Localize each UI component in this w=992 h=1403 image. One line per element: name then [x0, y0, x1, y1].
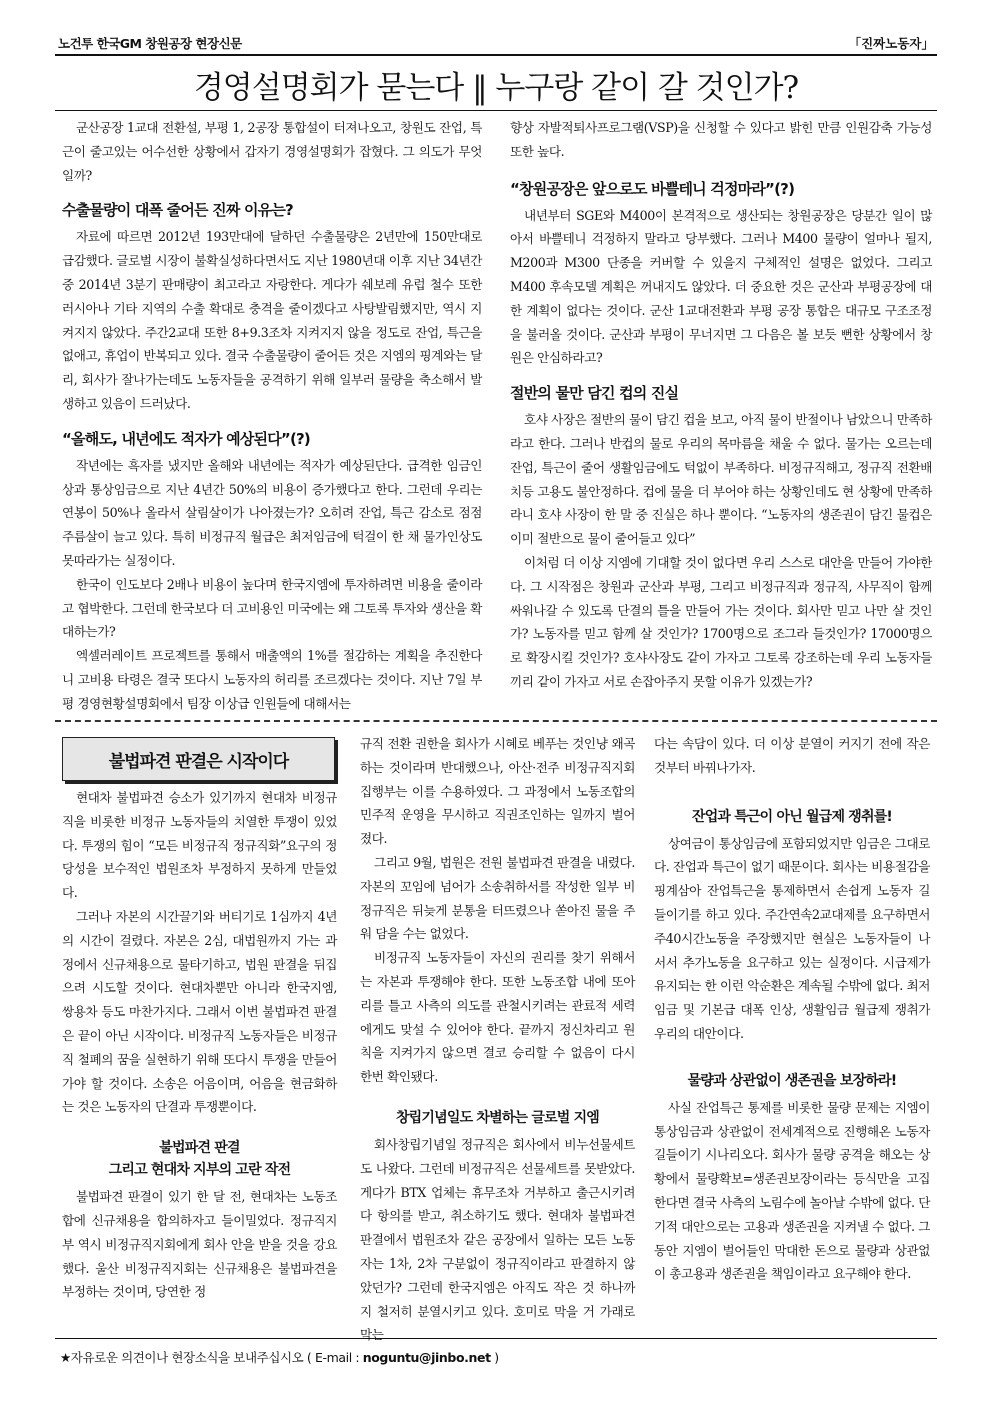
article-column-5: [654, 732, 930, 1286]
paragraph: 그러나 자본의 시간끌기와 버티기로 1심까지 4년의 시간이 걸렸다. 자본은 2심, 대법원까지 가는 과정에서 신규채용으로 물타기하고, 법원 판결을 뒤집으려 시도할 것이다. 현대차뿐만 아니라 한국지엠, 쌍용차 등도 마찬가지다. 그래서 이번 불법파견 판결은 끝이 아닌 시작이다. 비정규직 노동자들은 비정규직 철폐의 꿈을 실현하기 위해 또다시 투쟁을 만들어가야 할 것이다. 소송은 어음이며, 어음을 현금화하는 것은 노동자의 단결과 투쟁뿐이다.: [62, 908, 337, 1115]
paragraph: 불법파견 판결이 있기 한 달 전, 현대차는 노동조합에 신규채용을 합의하자고 들이밀었다. 정규직지부 역시 비정규직지회에게 회사 안을 받을 것을 강요했다. 울산 비정규직지회는 신규채용은 불법파견을 부정하는 것이며, 당연한 정: [62, 1189, 337, 1300]
footer-close: ): [490, 1350, 499, 1365]
paragraph: 한국이 인도보다 2배나 비용이 높다며 한국지엠에 투자하려면 비용을 줄이라고 협박한다. 그런데 한국보다 더 고비용인 미국에는 왜 그토록 투자와 생산을 확대하는가?: [62, 576, 482, 640]
paragraph-continued: 다는 속담이 있다. 더 이상 분열이 커지기 전에 작은 것부터 바꿔나가자.: [654, 736, 930, 775]
paragraph: 사실 잔업특근 통제를 비롯한 물량 문제는 지엠이 통상임금과 상관없이 전세계적으로 진행해온 노동자 길들이기 시나리오다. 회사가 물량 공격을 해오는 상황에서 물량확보=생존권보장이라는 등식만을 고집한다면 결국 사측의 노림수에 놀아날 수밖에 없다. 단기적 대안으로는 고용과 생존권을 지켜낼 수 없다. 그동안 지엠이 벌어들인 막대한 돈으로 물량과 상관없이 총고용과 생존권을 책임이라고 요구해야 한다.: [654, 1099, 930, 1282]
paragraph: 호샤 사장은 절반의 물이 담긴 컵을 보고, 아직 물이 반절이나 남았으니 만족하라고 한다. 그러나 반컵의 물로 우리의 목마름을 채울 수 없다. 물가는 오르는데 잔업, 특근이 줄어 생활임금에도 턱없이 부족하다. 비정규직해고, 정규직 전환배치등 고용도 불안정하다. 컵에 물을 더 부어야 하는 상황인데도 현 상황에 만족하라니 호샤 사장이 한 말 중 진실은 하나 뿐이다. “노동자의 생존권이 담긴 물컵은 이미 절반으로 물이 줄어들고 있다”: [510, 412, 932, 547]
section-heading: 물량과 상관없이 생존권을 보장하라!: [687, 1072, 897, 1089]
footer-email-link[interactable]: noguntu@jinbo.net: [362, 1350, 491, 1365]
paragraph: 자료에 따르면 2012년 193만대에 달하던 수출물량은 2년만에 150만대로 급감했다. 글로벌 시장이 불확실성하다면서도 지난 1980년대 이후 지난 34년간 중 2014년 3분기 판매량이 최고라고 자랑한다. 게다가 쉐보레 유럽 철수 또한 러시아나 기타 지역의 수출 확대로 충격을 줄이겠다고 사탕발림했지만, 역시 지켜지지 않았다. 주간2교대 또한 8+9.3조차 지켜지지 않을 정도로 잔업, 특근을 없애고, 휴업이 반복되고 있다. 결국 수출물량이 줄어든 것은 지엠의 핑계와는 달리, 회사가 잘나가는데도 노동자들을 공격하기 위해 일부러 물량을 축소해서 발생하고 있음이 드러났다.: [62, 229, 482, 411]
paragraph: 상여금이 통상임금에 포함되었지만 임금은 그대로다. 잔업과 특근이 없기 때문이다. 회사는 비용절감을 핑계삼아 잔업특근을 통제하면서 손쉽게 노동자 길들이기를 하고 있다. 주간연속2교대제를 요구하면서 주40시간노동을 주장했지만 현실은 노동자들이 나서서 추가노동을 요구하고 있는 실정이다. 시급제가 유지되는 한 이런 악순환은 계속될 수밖에 없다. 최저임금 및 기본급 대폭 인상, 생활임금 월급제 쟁취가 우리의 대안이다.: [654, 835, 930, 1041]
section-divider: [55, 720, 937, 722]
paragraph: 엑셀러레이트 프로젝트를 통해서 매출액의 1%를 절감하는 계획을 추진한다니 고비용 타령은 결국 또다시 노동자의 허리를 조르겠다는 것이다. 지난 7일 부평 경영현황설명회에서 팀장 이상급 인원들에 대해서는: [62, 648, 482, 711]
paragraph-continued: 규직 전환 권한을 회사가 시혜로 베푸는 것인냥 왜곡하는 것이라며 반대했으나, 아산·전주 비정규직지회 집행부는 이를 수용하였다. 그 과정에서 노동조합의 민주적 운영을 무시하고 직권조인하는 일까지 벌어졌다.: [360, 736, 635, 847]
masthead-title: 「진짜노동자」: [848, 36, 934, 51]
masthead-publication: 노건투 한국GM 창원공장 현장신문: [58, 36, 242, 51]
paragraph: 내년부터 SGE와 M400이 본격적으로 생산되는 창원공장은 당분간 일이 많아서 바쁠테니 걱정하지 말라고 당부했다. 그러나 M400 물량이 얼마나 될지, M200과 M300 단종을 커버할 수 있을지 구체적인 설명은 없었다. 그리고 M400 후속모델 계획은 꺼내지도 않았다. 더 중요한 것은 군산과 부평공장에 대한 계획이 없다는 것이다. 군산 1교대전환과 부평 공장 통합은 대규모 구조조정을 불러올 것이다. 군산과 부평이 무너지면 그 다음은 볼 보듯 뻔한 상황에서 창원은 안심하라고?: [510, 207, 932, 366]
paragraph: 현대차 불법파견 승소가 있기까지 현대차 비정규직을 비롯한 비정규 노동자들의 치열한 투쟁이 있었다. 투쟁의 힘이 “모든 비정규직 정규직화”요구의 정당성을 보수적인 법원조차 부정하지 못하게 만들었다.: [62, 790, 337, 901]
section-heading: 그리고 현대차 지부의 고란 작전: [108, 1162, 291, 1179]
page-headline: 경영설명회가 묻는다 ‖ 누구랑 같이 갈 것인가?: [193, 70, 799, 106]
paragraph: 회사창립기념일 정규직은 회사에서 비누선물세트도 나왔다. 그런데 비정규직은 선물세트를 못받았다. 게다가 BTX 업체는 휴무조차 거부하고 출근시키려다 항의를 받고, 취소하기도 했다. 현대차 불법파견 판결에서 법원조차 같은 공장에서 일하는 모든 노동자는 1차, 2차 구분없이 정규직이라고 판결하지 않았던가? 그런데 한국지엠은 아직도 작은 것 하나까지 철저히 분열시키고 있다. 호미로 막을 거 가래로 막는: [360, 1136, 635, 1343]
article-column-1: [62, 116, 482, 716]
top-rule: [55, 54, 937, 56]
footer: [60, 1348, 499, 1366]
footer-text: ★자유로운 의견이나 현장소식을 보내주십시오 ( E-mail :: [60, 1350, 363, 1365]
paragraph-continued: 향상 자발적퇴사프로그램(VSP)을 신청할 수 있다고 밝힌 만큼 인원감축 가능성 또한 높다.: [510, 120, 932, 159]
intro-paragraph: 군산공장 1교대 전환설, 부평 1, 2공장 통합설이 터져나오고, 창원도 잔업, 특근이 줄고있는 어수선한 상황에서 갑자기 경영설명회가 잡혔다. 그 의도가 무엇일까?: [62, 120, 482, 183]
section-heading: 잔업과 특근이 아닌 월급제 쟁취를!: [691, 808, 893, 825]
section-heading: 절반의 물만 담긴 컵의 진실: [510, 384, 679, 403]
paragraph: 이처럼 더 이상 지엠에 기대할 것이 없다면 우리 스스로 대안을 만들어 가야한다. 그 시작점은 창원과 군산과 부평, 그리고 비정규직과 정규직, 사무직이 함께 싸워나갈 수 있도록 단결의 틀을 만들어 가는 것이다. 회사만 믿고 나만 살 것인가? 노동자를 믿고 함께 살 것인가? 1700명으로 조그라 들것인가? 17000명으로 확장시킬 것인가? 호샤사장도 같이 가자고 그토록 강조하는데 우리 노동자들끼리 같이 가자고 서로 손잡아주지 못할 이유가 있겠는가?: [510, 554, 932, 689]
article-column-2: [510, 116, 932, 694]
headline-rule: [55, 110, 937, 111]
section-heading: “올해도, 내년에도 적자가 예상된다”(?): [62, 429, 310, 448]
section-heading: “창원공장은 앞으로도 바쁠테니 걱정마라”(?): [510, 179, 795, 198]
paragraph: 비정규직 노동자들이 자신의 권리를 찾기 위해서는 자본과 투쟁해야 한다. 또한 노동조합 내에 또아리를 틀고 사측의 의도를 관철시키려는 관료적 세력에게도 맞설 수 있어야 한다. 끝까지 정신차리고 원칙을 지켜가지 않으면 결코 승리할 수 없음이 다시 한번 확인됐다.: [360, 950, 635, 1085]
section-heading: 창립기념일도 차별하는 글로벌 지엠: [395, 1109, 600, 1126]
section-heading: 불법파견 판결: [159, 1140, 240, 1157]
paragraph: 작년에는 흑자를 냈지만 올해와 내년에는 적자가 예상된단다. 급격한 임금인상과 통상임금으로 지난 4년간 50%의 비용이 증가했다고 한다. 그런데 우리는 연봉이 50%나 올라서 살림살이가 나아졌는가? 오히려 잔업, 특근 감소로 점점 주름살이 늘고 있다. 특히 비정규직 월급은 최저임금에 턱걸이 한 채 물가인상도 못따라가는 실정이다.: [62, 457, 482, 568]
footer-rule: [55, 1338, 937, 1339]
article-column-4: [360, 732, 635, 1347]
boxed-section-title: 불법파견 판결은 시작이다: [62, 737, 335, 781]
section-heading: 수출물량이 대폭 줄어든 진짜 이유는?: [62, 201, 293, 220]
paragraph: 그리고 9월, 법원은 전원 불법파견 판결을 내렸다. 자본의 꼬임에 넘어가 소송취하서를 작성한 일부 비정규직은 뒤늦게 분통을 터뜨렸으나 쏟아진 물을 주워 담을 수는 없었다.: [360, 854, 635, 942]
article-column-3: [62, 786, 337, 1304]
